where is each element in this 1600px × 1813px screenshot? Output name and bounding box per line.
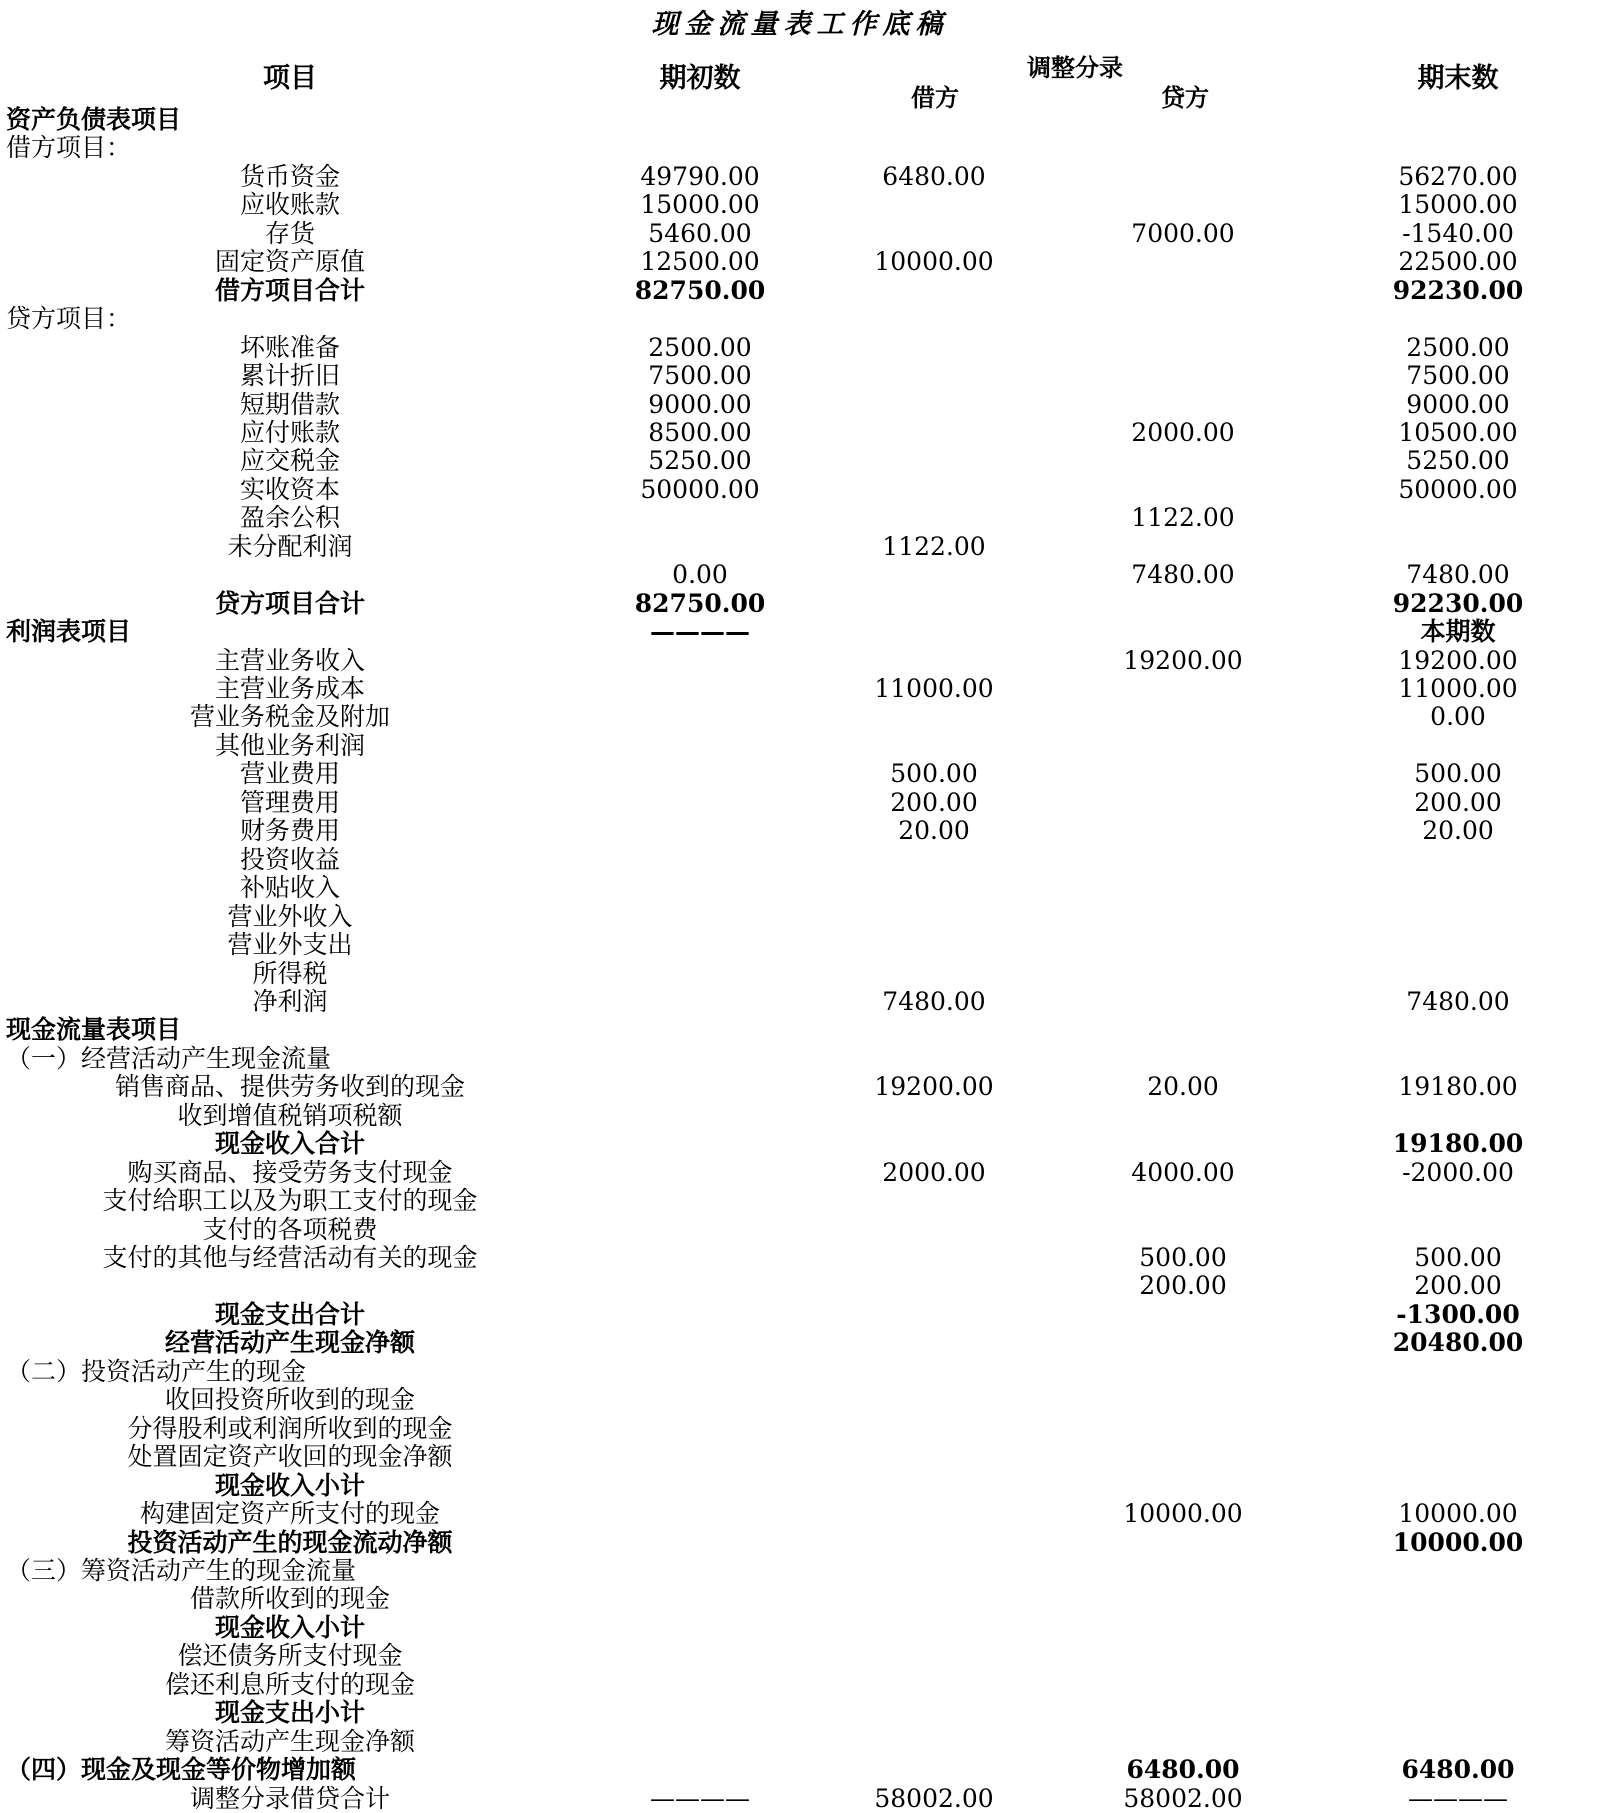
row-closing-value: 10000.00: [1398, 1499, 1518, 1529]
row-debit-value: 6480.00: [882, 161, 986, 191]
table-row: [0, 1472, 1600, 1500]
row-item-label: 管理费用: [239, 787, 341, 817]
row-closing-value: 10500.00: [1398, 417, 1518, 447]
row-closing-value: 6480.00: [1401, 1755, 1515, 1785]
row-item-label: 主营业务收入: [214, 645, 366, 675]
table-row: [0, 1301, 1600, 1329]
table-row: [0, 1585, 1600, 1613]
row-opening-value: 49790.00: [640, 161, 760, 191]
row-item-label: 借方项目合计: [214, 275, 366, 305]
table-row: [0, 277, 1600, 305]
table-row: [0, 1073, 1600, 1101]
row-debit-value: 200.00: [890, 787, 978, 817]
row-closing-value: -2000.00: [1402, 1157, 1514, 1187]
row-debit-value: 58002.00: [874, 1783, 994, 1813]
table-row: [0, 391, 1600, 419]
row-item-label: 收回投资所收到的现金: [164, 1385, 416, 1415]
row-item-label: 坏账准备: [239, 332, 341, 362]
row-closing-value: -1300.00: [1396, 1299, 1520, 1329]
header-adjustments: 调整分录: [1027, 53, 1123, 82]
row-item-label: 收到增值税销项税额: [177, 1100, 403, 1130]
row-item-label: 其他业务利润: [214, 730, 366, 760]
table-row: [0, 419, 1600, 447]
table-row: [0, 1102, 1600, 1130]
table-row: [0, 1329, 1600, 1357]
row-item-label: 实收资本: [239, 474, 341, 504]
table-row: [0, 988, 1600, 1016]
table-row: [0, 1500, 1600, 1528]
row-item-label: 净利润: [252, 986, 328, 1016]
row-item-label: 偿还利息所支付的现金: [164, 1669, 416, 1699]
row-opening-value: 12500.00: [640, 247, 760, 277]
row-item-label: 贷方项目合计: [214, 588, 366, 618]
table-row: [0, 248, 1600, 276]
row-closing-value: 500.00: [1414, 1243, 1502, 1272]
table-row: [0, 874, 1600, 902]
row-item-label: 筹资活动产生现金净额: [164, 1726, 416, 1756]
row-closing-value: 7500.00: [1406, 361, 1510, 391]
row-credit-value: 2000.00: [1131, 417, 1235, 447]
row-closing-value: 19180.00: [1392, 1129, 1524, 1159]
table-row: [0, 220, 1600, 248]
table-row: [0, 1699, 1600, 1727]
row-item-label: （一）经营活动产生现金流量: [6, 1043, 332, 1073]
row-item-label: 销售商品、提供劳务收到的现金: [114, 1072, 466, 1102]
row-debit-value: 19200.00: [874, 1072, 994, 1102]
row-item-label: 短期借款: [239, 389, 341, 419]
row-closing-value: 5250.00: [1406, 446, 1510, 476]
row-closing-value: 20.00: [1422, 816, 1494, 846]
table-row: [0, 760, 1600, 788]
table-row: [0, 1415, 1600, 1443]
header-item: 项目: [263, 63, 317, 94]
row-closing-value: 200.00: [1414, 787, 1502, 817]
row-item-label: 调整分录借贷合计: [189, 1783, 391, 1813]
row-item-label: 营业费用: [239, 759, 341, 789]
row-item-label: 财务费用: [239, 816, 341, 846]
table-row: [0, 931, 1600, 959]
table-row: [0, 1130, 1600, 1158]
row-credit-value: 19200.00: [1123, 645, 1243, 675]
row-closing-value: 19180.00: [1398, 1072, 1518, 1102]
row-debit-value: 1122.00: [882, 531, 986, 561]
table-row: [0, 1045, 1600, 1073]
row-debit-value: 500.00: [890, 759, 978, 789]
row-item-label: 营业外收入: [227, 901, 353, 931]
table-row: [0, 1386, 1600, 1414]
row-credit-value: 10000.00: [1123, 1499, 1243, 1529]
table-row: [0, 1728, 1600, 1756]
table-row: [0, 1244, 1600, 1272]
table-row: [0, 732, 1600, 760]
row-item-label: 盈余公积: [239, 503, 341, 533]
table-row: [0, 362, 1600, 390]
table-row: [0, 1614, 1600, 1642]
row-item-label: 应交税金: [239, 446, 341, 476]
row-credit-value: 4000.00: [1131, 1157, 1235, 1187]
row-opening-value: 50000.00: [640, 474, 760, 504]
table-row: [0, 1529, 1600, 1557]
table-row: [0, 647, 1600, 675]
table-row: [0, 447, 1600, 475]
row-item-label: 支付给职工以及为职工支付的现金: [102, 1186, 478, 1216]
row-item-label: （三）筹资活动产生的现金流量: [6, 1555, 357, 1585]
row-item-label: 现金收入合计: [214, 1129, 366, 1159]
page-title: 现金流量表工作底稿: [651, 9, 949, 40]
row-item-label: 构建固定资产所支付的现金: [139, 1499, 441, 1529]
row-item-label: 现金流量表项目: [6, 1015, 182, 1045]
row-closing-value: 7480.00: [1406, 560, 1510, 590]
row-closing-value: 2500.00: [1406, 332, 1510, 362]
row-item-label: 投资活动产生的现金流动净额: [127, 1527, 453, 1557]
row-item-label: 投资收益: [239, 844, 341, 874]
table-row: [0, 1557, 1600, 1585]
row-credit-value: 6480.00: [1126, 1755, 1240, 1785]
row-closing-value: 0.00: [1430, 702, 1486, 732]
row-item-label: 资产负债表项目: [6, 105, 182, 134]
row-closing-value: 500.00: [1414, 759, 1502, 789]
row-credit-value: 7000.00: [1131, 218, 1235, 248]
row-closing-value: 200.00: [1414, 1271, 1502, 1301]
header-opening: 期初数: [659, 63, 741, 94]
row-credit-value: 20.00: [1147, 1072, 1219, 1102]
row-opening-value: 2500.00: [648, 332, 752, 362]
row-opening-value: 9000.00: [648, 389, 752, 419]
table-row: [0, 533, 1600, 561]
row-item-label: 借方项目：: [6, 133, 132, 163]
table-row: [0, 1216, 1600, 1244]
table-row: [0, 1358, 1600, 1386]
table-row: [0, 1187, 1600, 1215]
table-row: [0, 703, 1600, 731]
table-row: [0, 334, 1600, 362]
row-closing-value: 50000.00: [1398, 474, 1518, 504]
row-item-label: 现金收入小计: [214, 1612, 366, 1642]
table-row: [0, 191, 1600, 219]
table-row: [0, 590, 1600, 618]
row-item-label: 支付的各项税费: [202, 1214, 378, 1244]
row-opening-value: ————: [650, 1783, 750, 1813]
table-row: [0, 163, 1600, 191]
row-item-label: 补贴收入: [239, 873, 341, 903]
row-closing-value: 10000.00: [1392, 1527, 1524, 1557]
row-item-label: 现金收入小计: [214, 1470, 366, 1500]
table-row: [0, 903, 1600, 931]
table-row: [0, 1016, 1600, 1044]
table-row: [0, 1642, 1600, 1670]
row-debit-value: 20.00: [898, 816, 970, 846]
row-closing-value: 本期数: [1420, 617, 1496, 647]
row-item-label: 经营活动产生现金净额: [164, 1328, 416, 1358]
table-row: [0, 618, 1600, 646]
table-row: [0, 817, 1600, 845]
row-item-label: 未分配利润: [227, 531, 353, 561]
row-debit-value: 7480.00: [882, 986, 986, 1016]
table-row: [0, 504, 1600, 532]
row-closing-value: 92230.00: [1392, 275, 1524, 305]
table-row: [0, 1671, 1600, 1699]
row-item-label: （四）现金及现金等价物增加额: [6, 1755, 357, 1785]
row-closing-value: 22500.00: [1398, 247, 1518, 277]
row-item-label: 分得股利或利润所收到的现金: [127, 1413, 453, 1443]
row-closing-value: 15000.00: [1398, 190, 1518, 220]
row-item-label: 利润表项目: [6, 617, 132, 647]
row-item-label: 营业务税金及附加: [189, 702, 391, 732]
table-row: [0, 305, 1600, 333]
table-row: [0, 960, 1600, 988]
table-row: [0, 1443, 1600, 1471]
row-credit-value: 58002.00: [1123, 1783, 1243, 1813]
row-item-label: 存货: [264, 218, 316, 248]
row-item-label: 固定资产原值: [214, 247, 366, 277]
row-item-label: 货币资金: [239, 161, 341, 191]
header-debit: 借方: [911, 83, 959, 112]
row-debit-value: 10000.00: [874, 247, 994, 277]
row-opening-value: 82750.00: [634, 588, 766, 618]
row-credit-value: 200.00: [1139, 1271, 1227, 1301]
row-item-label: 处置固定资产收回的现金净额: [127, 1442, 453, 1472]
row-closing-value: 56270.00: [1398, 161, 1518, 191]
row-opening-value: 82750.00: [634, 275, 766, 305]
row-item-label: 应收账款: [239, 190, 341, 220]
row-credit-value: 7480.00: [1131, 560, 1235, 590]
row-opening-value: 8500.00: [648, 417, 752, 447]
table-row: [0, 561, 1600, 589]
row-opening-value: 5250.00: [648, 446, 752, 476]
row-closing-value: 19200.00: [1398, 645, 1518, 675]
table-row: [0, 134, 1600, 162]
header-credit: 贷方: [1161, 83, 1209, 112]
row-item-label: 购买商品、接受劳务支付现金: [127, 1157, 453, 1187]
row-debit-value: 11000.00: [874, 674, 994, 703]
table-row: [0, 1159, 1600, 1187]
row-item-label: 贷方项目：: [6, 304, 132, 334]
row-closing-value: 20480.00: [1392, 1328, 1524, 1358]
row-closing-value: 7480.00: [1406, 986, 1510, 1016]
row-item-label: 营业外支出: [227, 930, 353, 960]
table-row: [0, 789, 1600, 817]
row-debit-value: 2000.00: [882, 1157, 986, 1187]
table-row: [0, 106, 1600, 134]
row-opening-value: 7500.00: [648, 361, 752, 391]
table-row: [0, 675, 1600, 703]
table-row: [0, 1272, 1600, 1300]
row-item-label: 累计折旧: [239, 361, 341, 391]
table-row: [0, 846, 1600, 874]
row-closing-value: ————: [1408, 1783, 1508, 1813]
row-item-label: 现金支出合计: [214, 1299, 366, 1329]
row-closing-value: -1540.00: [1402, 218, 1514, 248]
row-credit-value: 500.00: [1139, 1243, 1227, 1272]
row-opening-value: 0.00: [672, 560, 728, 590]
row-opening-value: 5460.00: [648, 218, 752, 248]
row-opening-value: 15000.00: [640, 190, 760, 220]
row-item-label: （二）投资活动产生的现金: [6, 1356, 307, 1386]
table-row: [0, 476, 1600, 504]
row-item-label: 主营业务成本: [214, 674, 366, 703]
row-item-label: 所得税: [252, 958, 328, 988]
row-item-label: 应付账款: [239, 417, 341, 447]
row-closing-value: 9000.00: [1406, 389, 1510, 419]
table-row: [0, 1756, 1600, 1784]
row-item-label: 支付的其他与经营活动有关的现金: [102, 1243, 478, 1272]
row-item-label: 偿还债务所支付现金: [177, 1641, 403, 1671]
row-item-label: 现金支出小计: [214, 1698, 366, 1728]
row-opening-value: ————: [650, 617, 750, 647]
header-closing: 期末数: [1417, 63, 1499, 94]
row-closing-value: 11000.00: [1398, 674, 1518, 703]
table-row: [0, 1785, 1600, 1813]
row-item-label: 借款所收到的现金: [189, 1584, 391, 1614]
row-closing-value: 92230.00: [1392, 588, 1524, 618]
row-credit-value: 1122.00: [1131, 503, 1235, 533]
